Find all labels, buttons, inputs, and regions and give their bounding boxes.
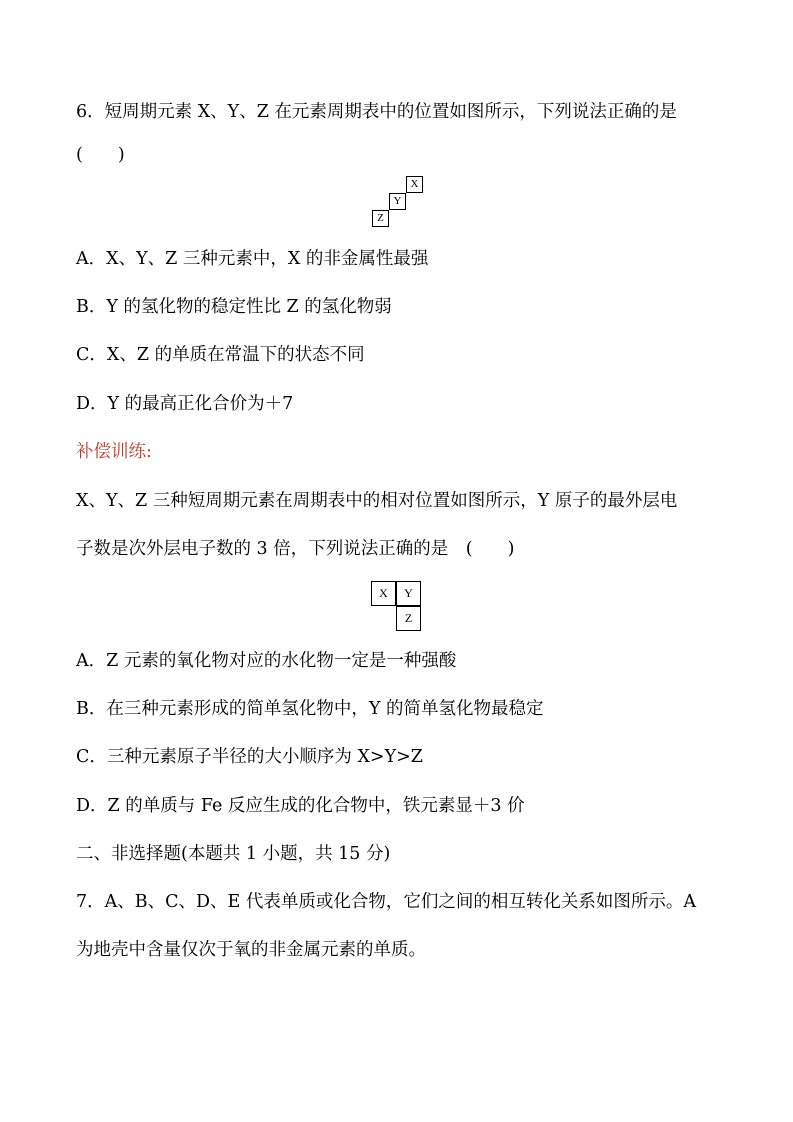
q7-line1: 7．A、B、C、D、E 代表单质或化合物，它们之间的相互转化关系如图所示。A [76, 892, 697, 912]
q6-cell-z: Z [372, 210, 389, 227]
q6-cell-y: Y [389, 193, 406, 210]
q6-option-b: B．Y 的氢化物的稳定性比 Z 的氢化物弱 [76, 297, 392, 317]
practice-option-d: D．Z 的单质与 Fe 反应生成的化合物中，铁元素显＋3 价 [76, 796, 525, 816]
section2-title: 二、非选择题(本题共 1 小题，共 15 分) [76, 844, 391, 864]
practice-cell-x: X [371, 581, 396, 606]
q6-option-d: D．Y 的最高正化合价为＋7 [76, 394, 294, 414]
practice-cell-z: Z [396, 606, 421, 631]
practice-periodic-diagram [371, 581, 423, 633]
q6-option-a: A．X、Y、Z 三种元素中，X 的非金属性最强 [76, 249, 429, 269]
practice-stem-line1: X、Y、Z 三种短周期元素在周期表中的相对位置如图所示，Y 原子的最外层电 [76, 491, 678, 511]
q7-line2: 为地壳中含量仅次于氧的非金属元素的单质。 [76, 940, 426, 960]
q6-option-c: C．X、Z 的单质在常温下的状态不同 [76, 345, 365, 365]
practice-heading: 补偿训练: [76, 442, 152, 462]
q6-answer-paren: ( ) [76, 145, 125, 165]
practice-option-a: A．Z 元素的氧化物对应的水化物一定是一种强酸 [76, 651, 457, 671]
practice-stem-line2: 子数是次外层电子数的 3 倍，下列说法正确的是 ( ) [76, 539, 515, 559]
practice-option-c: C．三种元素原子半径的大小顺序为 X>Y>Z [76, 747, 423, 767]
q6-stem: 6．短周期元素 X、Y、Z 在元素周期表中的位置如图所示，下列说法正确的是 [76, 102, 677, 122]
q6-periodic-diagram [372, 176, 426, 228]
practice-option-b: B．在三种元素形成的简单氢化物中，Y 的简单氢化物最稳定 [76, 699, 544, 719]
q6-cell-x: X [406, 176, 423, 193]
practice-cell-y: Y [396, 581, 421, 606]
